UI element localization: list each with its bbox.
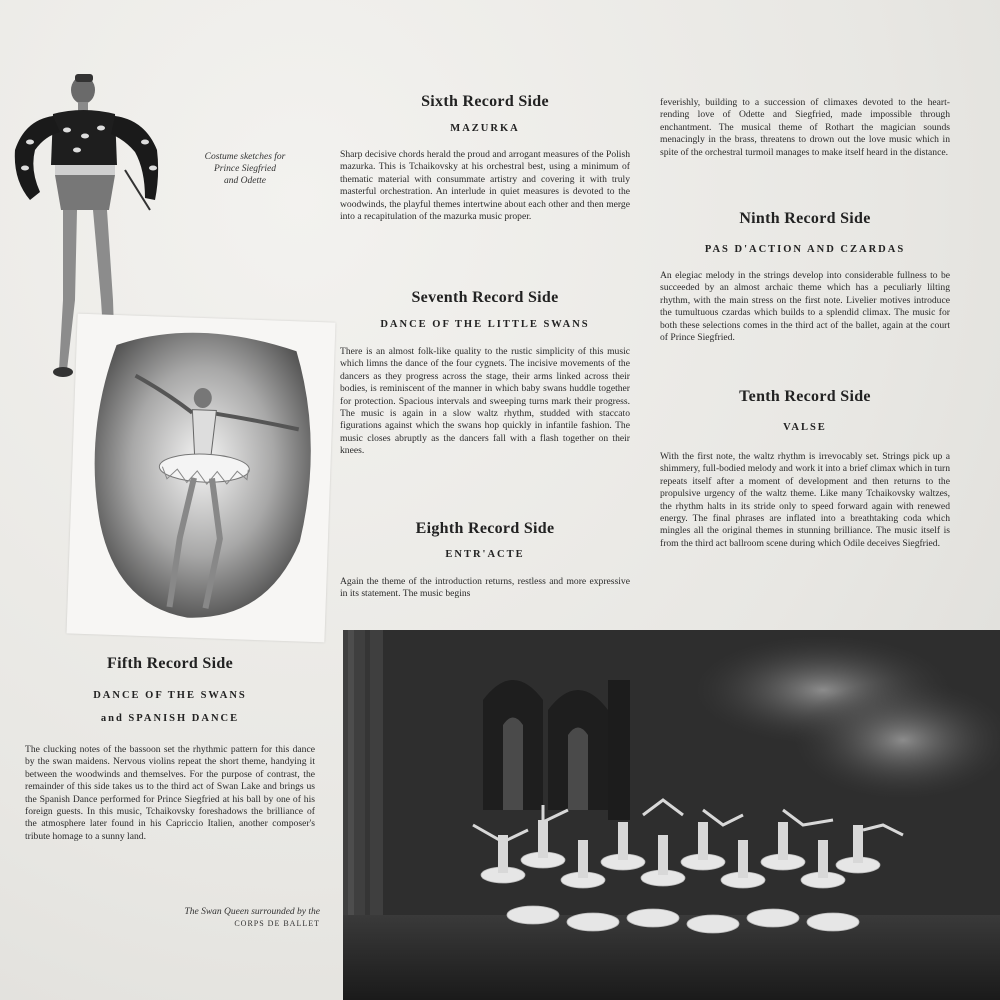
caption-line: Prince Siegfried — [214, 164, 276, 174]
fifth-side-text: The clucking notes of the bassoon set the rhythmic pattern for this dance by the swan maidens. Nervous violins repeat the short theme, handying it between the woodwinds and themselves. For the purpose of contrast, the remainder of this side takes us to the third act of Swan Lake and brings us the Spanish Dance performed for Prince Siegfried at his ball by one of his foreign guests. In this music, Tchaikovsky foreshadows the brilliance of the atmosphere later found in his Capriccio Italien, another composer's tribute homage to a sunny land. — [25, 744, 315, 842]
odette-sketch — [66, 314, 335, 643]
fifth-side-subtitle-1: DANCE OF THE SWANS — [93, 690, 247, 701]
corps-de-ballet-photo — [343, 630, 1000, 1000]
tenth-side-text: With the first note, the waltz rhythm is irrevocably set. Strings pick up a shimmery, full-bodied melody and work it into a brief climax which in turn repeats itself after a moment of development and then returns to the propulsive urgency of the waltz theme. Like many Tchaikovsky waltzes, the rhythm halts in its stride only to speed forward again with renewed energy. The final phrases are inflated into a breathtaking coda which mingles all the original themes in stunning brilliance. The music itself is from the third act ballroom scene during which Odile deceives Siegfried. — [660, 451, 950, 549]
seventh-side-title: Seventh Record Side — [411, 289, 559, 306]
ballet-stage-scene — [343, 630, 1000, 1000]
sixth-side-text: Sharp decisive chords herald the proud and arrogant measures of the Polish mazurka. This is Tchaikovsky at his orchestral best, using a minimum of thematic material with consummate artistry and covering it with truly masterful orchestration. An interlude in quiet measures is devoted to the woodwinds, the playful themes intertwine about each other and then merge into a recapitulation of the mazurka music proper. — [340, 149, 630, 223]
eighth-side-text: Again the theme of the introduction returns, restless and more expressive in its statement. The music begins — [340, 576, 630, 600]
ninth-side-title: Ninth Record Side — [739, 210, 871, 227]
caption-line: and Odette — [224, 176, 266, 186]
sixth-side-subtitle: MAZURKA — [450, 123, 520, 134]
ninth-side-subtitle: PAS D'ACTION AND CZARDAS — [704, 244, 906, 255]
sixth-side-title: Sixth Record Side — [421, 93, 549, 110]
caption-line: Costume sketches for — [204, 152, 286, 162]
fifth-side-subtitle-2: and SPANISH DANCE — [100, 713, 240, 724]
seventh-side-subtitle: DANCE OF THE LITTLE SWANS — [380, 319, 590, 330]
eighth-side-subtitle: ENTR'ACTE — [445, 549, 525, 560]
seventh-side-text: There is an almost folk-like quality to the rustic simplicity of this music which limns the dance of the four cygnets. The incisive movements of the dancers as they progress across the stage, their arms linked across their bodies, is reminiscent of the manner in which baby swans huddle together for protection. Spacious intervals and sweeping turns mark their progress. The music is again in a slow waltz rhythm, studded with staccato figurations against which the swans hop quickly in infantile fashion. The music closes abruptly as the dancers fall with a flash together on their knees. — [340, 346, 630, 457]
tenth-side-subtitle: VALSE — [783, 422, 827, 433]
eighth-side-title: Eighth Record Side — [415, 520, 555, 537]
odette-sketch-drawing — [66, 314, 335, 643]
caption-line: The Swan Queen surrounded by the — [184, 907, 320, 917]
photo-caption — [140, 906, 320, 930]
costume-caption — [190, 151, 300, 187]
fifth-side-title: Fifth Record Side — [107, 655, 233, 672]
ninth-side-text: An elegiac melody in the strings develop into considerable fullness to be succeeded by an almost archaic theme which has a peculiarly lilting rhythm, with the main stress on the first note. Livelier motives introduce the tumultuous czardas which builds to a splendid climax. The music for both these selections comes in the third act of the ballet, again at the court of Prince Siegfried. — [660, 270, 950, 344]
caption-line: CORPS DE BALLET — [234, 919, 320, 928]
entracte-continued-text: feverishly, building to a succession of climaxes devoted to the heart-rending love of Odette and Siegfried, made impossible through enchantment. The musical theme of Rothart the magician sounds menacingly in the brass, threatens to drown out the love music which in spite of the orchestral turmoil manages to make itself heard in the distance. — [660, 97, 950, 158]
tenth-side-title: Tenth Record Side — [739, 388, 871, 405]
